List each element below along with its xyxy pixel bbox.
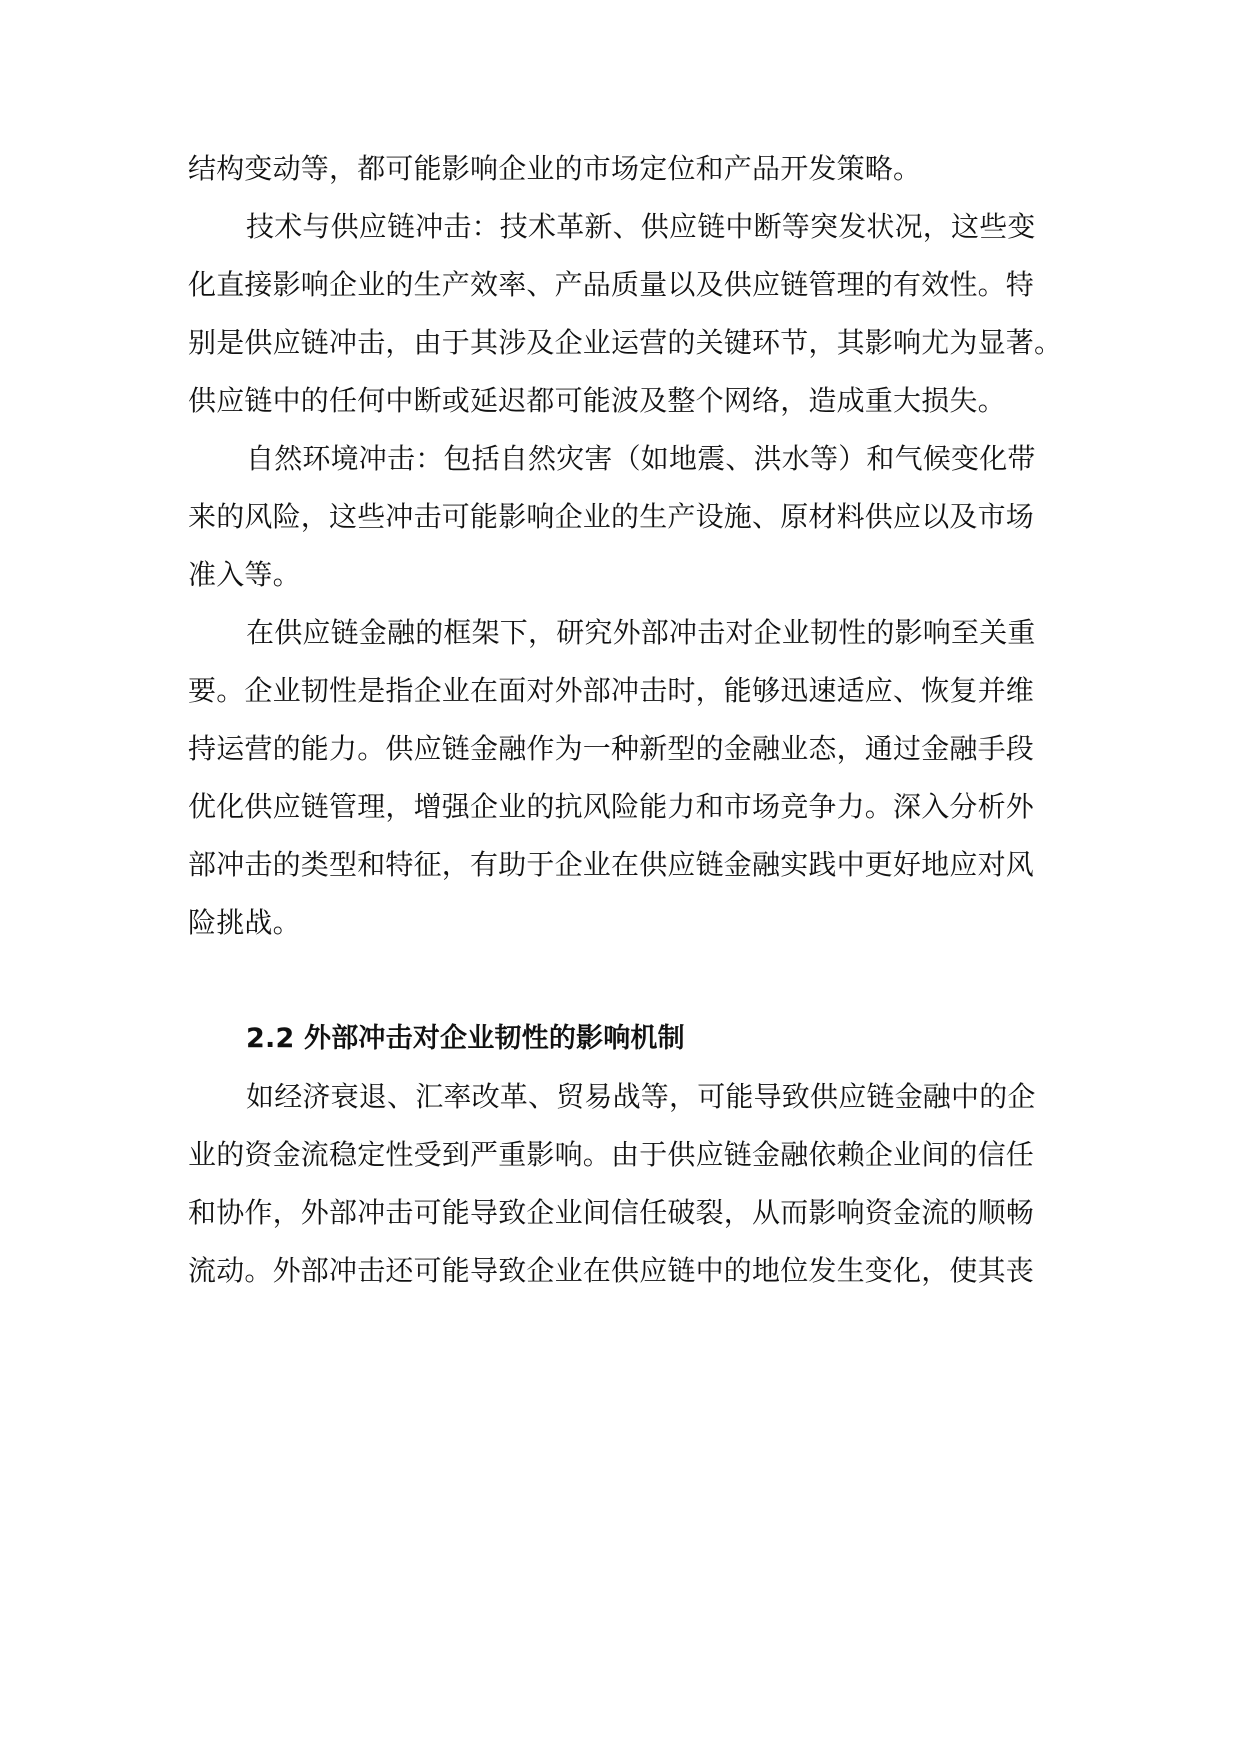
section-heading: 2.2 外部冲击对企业韧性的影响机制 [246,1023,685,1054]
text-line: 优化供应链管理，增强企业的抗风险能力和市场竞争力。深入分析外 [188,790,1035,823]
paragraph-continuation [188,140,1056,198]
text-line: 如经济衰退、汇率改革、贸易战等，可能导致供应链金融中的企 [246,1080,1036,1113]
paragraph-framework [188,604,1056,952]
text-line: 技术与供应链冲击：技术革新、供应链中断等突发状况，这些变 [246,210,1036,243]
text-line: 别是供应链冲击，由于其涉及企业运营的关键环节，其影响尤为显著。 [188,326,1063,359]
text-line: 持运营的能力。供应链金融作为一种新型的金融业态，通过金融手段 [188,732,1035,765]
text-line: 结构变动等，都可能影响企业的市场定位和产品开发策略。 [188,152,922,185]
text-line: 来的风险，这些冲击可能影响企业的生产设施、原材料供应以及市场 [188,500,1035,533]
page-content [188,140,1063,1300]
text-line: 和协作，外部冲击可能导致企业间信任破裂，从而影响资金流的顺畅 [188,1196,1035,1229]
text-line: 业的资金流稳定性受到严重影响。由于供应链金融依赖企业间的信任 [188,1138,1035,1171]
text-line: 流动。外部冲击还可能导致企业在供应链中的地位发生变化，使其丧 [188,1254,1035,1287]
text-line: 在供应链金融的框架下，研究外部冲击对企业韧性的影响至关重 [246,616,1036,649]
text-line: 自然环境冲击：包括自然灾害（如地震、洪水等）和气候变化带 [246,442,1036,475]
section-spacer [188,952,1056,1010]
text-line: 部冲击的类型和特征，有助于企业在供应链金融实践中更好地应对风 [188,848,1035,881]
text-line: 供应链中的任何中断或延迟都可能波及整个网络，造成重大损失。 [188,384,1006,417]
text-line: 险挑战。 [188,906,301,939]
text-line: 化直接影响企业的生产效率、产品质量以及供应链管理的有效性。特 [188,268,1035,301]
paragraph-tech-supply-shock [188,198,1063,430]
paragraph-natural-shock [188,430,1056,604]
text-line: 要。企业韧性是指企业在面对外部冲击时，能够迅速适应、恢复并维 [188,674,1035,707]
text-line: 准入等。 [188,558,301,591]
paragraph-mechanism [188,1068,1056,1300]
